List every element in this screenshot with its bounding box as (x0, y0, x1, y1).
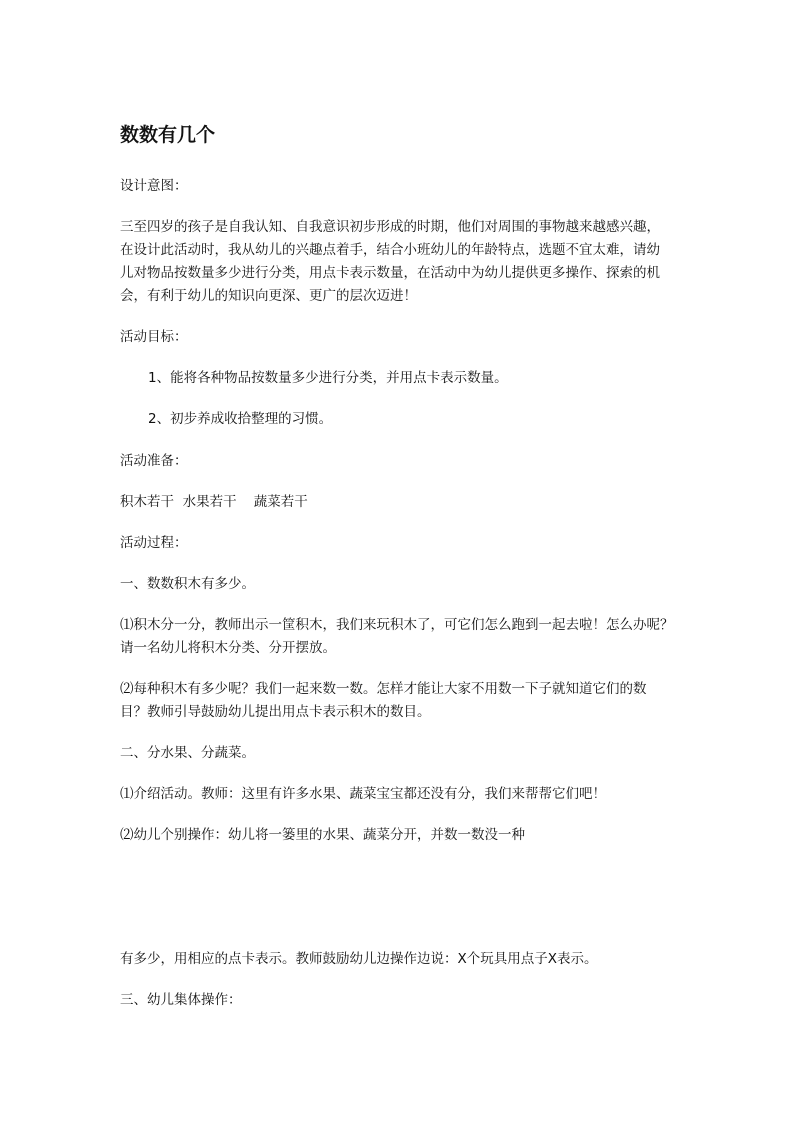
design-line-4: 会，有利于幼儿的知识向更深、更广的层次迈进！ (120, 288, 417, 304)
design-line-1: 三至四岁的孩子是自我认知、自我意识初步形成的时期，他们对周围的事物越来越感兴趣， (120, 219, 660, 235)
step1-heading: 一、数数积木有多少。 (120, 576, 255, 592)
step1-p1-line-2: 请一名幼儿将积木分类、分开摆放。 (120, 640, 336, 656)
design-line-3: 儿对物品按数量多少进行分类，用点卡表示数量，在活动中为幼儿提供更多操作、探索的机 (120, 265, 660, 281)
step1-p2-line-1: ⑵每种积木有多少呢？我们一起来数一数。怎样才能让大家不用数一下子就知道它们的数 (120, 681, 647, 697)
design-line-2: 在设计此活动时，我从幼儿的兴趣点着手，结合小班幼儿的年龄特点，选题不宜太难，请幼 (120, 242, 660, 258)
step3-heading: 三、幼儿集体操作： (120, 992, 242, 1008)
step1-p2-line-2: 目？教师引导鼓励幼儿提出用点卡表示积木的数目。 (120, 704, 431, 720)
design-heading: 设计意图： (120, 178, 188, 194)
step1-p1-line-1: ⑴积木分一分，教师出示一筐积木，我们来玩积木了，可它们怎么跑到一起去啦！怎么办呢？ (120, 617, 674, 633)
step2-heading: 二、分水果、分蔬菜。 (120, 745, 255, 761)
goals-heading: 活动目标： (120, 329, 188, 345)
step2-p1: ⑴介绍活动。教师：这里有许多水果、蔬菜宝宝都还没有分，我们来帮帮它们吧！ (120, 786, 606, 802)
goal-item-2: 2、初步养成收拾整理的习惯。 (148, 411, 333, 427)
prep-heading: 活动准备： (120, 453, 188, 469)
prep-items: 积木若干 水果若干 蔬菜若干 (120, 494, 308, 510)
step2-p2: ⑵幼儿个别操作：幼儿将一篓里的水果、蔬菜分开，并数一数没一种 (120, 827, 525, 843)
process-heading: 活动过程： (120, 535, 188, 551)
doc-title: 数数有几个 (120, 124, 216, 146)
step2-p3: 有多少，用相应的点卡表示。教师鼓励幼儿边操作边说：X个玩具用点子X表示。 (120, 951, 598, 967)
goal-item-1: 1、能将各种物品按数量多少进行分类，并用点卡表示数量。 (148, 370, 508, 386)
